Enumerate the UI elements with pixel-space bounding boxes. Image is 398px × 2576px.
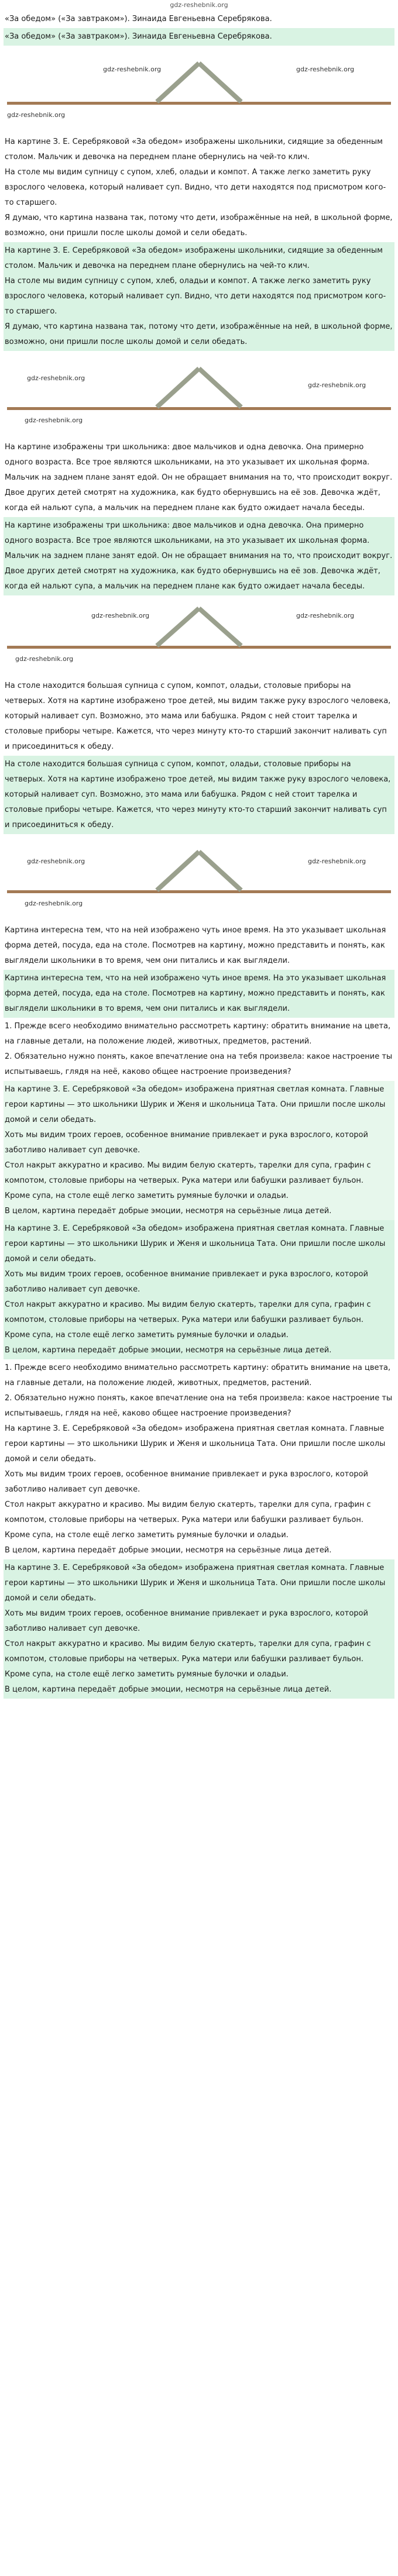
essay-a4: Кроме супа, на столе ещё легко заметить румяные булочки и оладьи. (5, 1331, 289, 1339)
essay-a3: Стол накрыт аккуратно и красиво. Мы видим белую скатерть, тарелки для супа, графин с компотом, столовые приборы на четверых. Рука матери или бабушки разливает бульон. (5, 1640, 371, 1664)
intro-line-highlighted (4, 28, 394, 46)
pole-right-icon (199, 608, 241, 646)
illustration-2 (4, 351, 394, 439)
watermark: gdz-reshebnik.org (91, 612, 150, 619)
essay-a1: На картине З. Е. Серебряковой «За обедом» изображена приятная светлая комната. Главные герои картины — это школьники Шурик и Женя и школьница Тата. Они пришли после школы домой и сели обедать. (5, 1085, 386, 1124)
answer-v2 (4, 439, 394, 517)
watermark: gdz-reshebnik.org (25, 900, 83, 907)
pole-left-icon (157, 852, 199, 890)
pole-left-icon (157, 369, 199, 407)
essay-a3: Стол накрыт аккуратно и красиво. Мы видим белую скатерть, тарелки для супа, графин с компотом, столовые приборы на четверых. Рука матери или бабушки разливает бульон. (5, 1161, 371, 1185)
pole-left-icon (157, 608, 199, 646)
answer-v1-p2b: На столе мы видим супницу с супом, хлеб, оладьи и компот. А также легко заметить руку взрослого человека, который наливает суп. Видно, что дети находятся под присмотром кого-то старшего. (5, 277, 386, 316)
essay-a5: В целом, картина передаёт добрые эмоции, несмотря на серьёзные лица детей. (5, 1207, 332, 1215)
instruction-1: 1. Прежде всего необходимо внимательно рассмотреть картину: обратить внимание на цвета, на главные детали, на положение людей, животных, предметов, растений. (5, 1022, 391, 1046)
table-edge-icon (7, 102, 391, 105)
answer-v1-p3b: Я думаю, что картина названа так, потому что дети, изображённые на ней, в школьной форме, возможно, они пришли после школы домой и сели обедать. (5, 322, 393, 346)
answer-v3-p1: На столе находится большая супница с супом, компот, оладьи, столовые приборы на четверых. Хотя на картине изображено трое детей, мы видим также руку взрослого человека, который наливает суп. Возможно, это мама или бабушка. Рядом с ней стоит тарелка и столовые приборы четыре. Кажется, что через минуту кто-то старший закончит наливать суп и присоединиться к обеду. (5, 681, 391, 751)
watermark: gdz-reshebnik.org (103, 66, 162, 73)
watermark: gdz-reshebnik.org (15, 655, 74, 663)
intro-line (4, 11, 394, 28)
illustration-1 (4, 46, 394, 133)
essay-copy-1 (4, 1081, 394, 1220)
essay-a2: Хоть мы видим троих героев, особенное внимание привлекает и рука взрослого, которой заботливо наливает суп девочке. (5, 1609, 368, 1633)
table-edge-icon (7, 407, 391, 410)
essay-a3: Стол накрыт аккуратно и красиво. Мы видим белую скатерть, тарелки для супа, графин с компотом, столовые приборы на четверых. Рука матери или бабушки разливает бульон. (5, 1500, 371, 1524)
answer-v4 (4, 922, 394, 970)
watermark: gdz-reshebnik.org (25, 416, 83, 424)
answer-v3-p1b: На столе находится большая супница с супом, компот, оладьи, столовые приборы на четверых. Хотя на картине изображено трое детей, мы видим также руку взрослого человека, который наливает суп. Возможно, это мама или бабушка. Рядом с ней стоит тарелка и столовые приборы четыре. Кажется, что через минуту кто-то старший закончит наливать суп и присоединиться к обеду. (5, 760, 391, 829)
essay-a1: На картине З. Е. Серебряковой «За обедом» изображена приятная светлая комната. Главные герои картины — это школьники Шурик и Женя и школьница Тата. Они пришли после школы домой и сели обедать. (5, 1224, 386, 1263)
answer-v3-highlighted (4, 756, 394, 834)
illustration-2-drawing (4, 351, 394, 439)
answer-v1-p1: На картине З. Е. Серебряковой «За обедом» изображены школьники, сидящие за обеденным столом. Мальчик и девочка на переднем плане обернулись на чей-то клич. (5, 137, 383, 161)
pole-right-icon (199, 63, 241, 102)
answer-v4-p1: Картина интересна тем, что на ней изображено чуть иное время. На это указывает школьная форма детей, посуда, еда на столе. Посмотрев на картину, можно представить и понять, как выглядели школьники в то время, чем они питались и как выглядели. (5, 926, 386, 965)
essay-a5: В целом, картина передаёт добрые эмоции, несмотря на серьёзные лица детей. (5, 1346, 332, 1355)
essay-a4: Кроме супа, на столе ещё легко заметить румяные булочки и оладьи. (5, 1670, 289, 1679)
instruction-2: 2. Обязательно нужно понять, какое впечатление она на тебя произвела: какое настроение ты испытываешь, глядя на неё, каково общее настроение произведения? (5, 1052, 393, 1076)
answer-v1-p1b: На картине З. Е. Серебряковой «За обедом» изображены школьники, сидящие за обеденным столом. Мальчик и девочка на переднем плане обернулись на чей-то клич. (5, 246, 383, 270)
table-edge-icon (7, 646, 391, 649)
answer-v2-p1b: На картине изображены три школьника: двое мальчиков и одна девочка. Она примерно одного возраста. Все трое являются школьниками, на это указывает их школьная форма. Мальчик на заднем плане занят едой. Он не обращает внимания на то, что происходит вокруг. Двое других детей смотрят на художника, как будто обернувшись на её зов. Девочка ждёт, когда ей нальют супа, а мальчик на переднем плане как будто ожидает начала беседы. (5, 521, 393, 591)
intro-text: «За обедом» («За завтраком»). Зинаида Евгеньевна Серебрякова. (5, 15, 272, 23)
answer-v1-p3: Я думаю, что картина названа так, потому что дети, изображённые на ней, в школьной форме, возможно, они пришли после школы домой и сели обедать. (5, 213, 393, 237)
essay-a5: В целом, картина передаёт добрые эмоции, несмотря на серьёзные лица детей. (5, 1685, 332, 1694)
essay-a2: Хоть мы видим троих героев, особенное внимание привлекает и рука взрослого, которой заботливо наливает суп девочке. (5, 1470, 368, 1494)
intro-text-highlighted: «За обедом» («За завтраком»). Зинаида Евгеньевна Серебрякова. (5, 32, 272, 41)
essay-a4: Кроме супа, на столе ещё легко заметить румяные булочки и оладьи. (5, 1531, 289, 1540)
watermark: gdz-reshebnik.org (7, 111, 66, 119)
essay-copy-3 (4, 1359, 394, 1559)
watermark: gdz-reshebnik.org (27, 857, 85, 865)
answer-v2-p1: На картине изображены три школьника: двое мальчиков и одна девочка. Она примерно одного возраста. Все трое являются школьниками, на это указывает их школьная форма. Мальчик на заднем плане занят едой. Он не обращает внимания на то, что происходит вокруг. Двое других детей смотрят на художника, как будто обернувшись на её зов. Девочка ждёт, когда ей нальют супа, а мальчик на переднем плане как будто ожидает начала беседы. (5, 443, 393, 512)
watermark: gdz-reshebnik.org (308, 381, 366, 389)
instruction-1: 1. Прежде всего необходимо внимательно рассмотреть картину: обратить внимание на цвета, на главные детали, на положение людей, животных, предметов, растений. (5, 1363, 391, 1387)
watermark: gdz-reshebnik.org (27, 374, 85, 382)
essay-a1: На картине З. Е. Серебряковой «За обедом» изображена приятная светлая комната. Главные герои картины — это школьники Шурик и Женя и школьница Тата. Они пришли после школы домой и сели обедать. (5, 1424, 386, 1463)
answer-v2-highlighted (4, 517, 394, 595)
essay-instructions (4, 1018, 394, 1081)
illustration-1-drawing (4, 46, 394, 133)
pole-right-icon (199, 369, 241, 407)
answer-v1 (4, 133, 394, 242)
answer-v3 (4, 677, 394, 756)
site-header[interactable]: gdz-reshebnik.org (170, 1, 228, 9)
essay-a5: В целом, картина передаёт добрые эмоции, несмотря на серьёзные лица детей. (5, 1546, 332, 1555)
answer-v4-highlighted (4, 970, 394, 1018)
watermark: gdz-reshebnik.org (308, 857, 366, 865)
essay-a3: Стол накрыт аккуратно и красиво. Мы видим белую скатерть, тарелки для супа, графин с компотом, столовые приборы на четверых. Рука матери или бабушки разливает бульон. (5, 1300, 371, 1324)
illustration-4-drawing (4, 834, 394, 922)
essay-copy-4 (4, 1559, 394, 1699)
watermark: gdz-reshebnik.org (296, 66, 355, 73)
solution-page (0, 11, 398, 1699)
answer-v1-highlighted (4, 242, 394, 351)
answer-v1-p2: На столе мы видим супницу с супом, хлеб, оладьи и компот. А также легко заметить руку взрослого человека, который наливает суп. Видно, что дети находятся под присмотром кого-то старшего. (5, 168, 386, 207)
pole-right-icon (199, 852, 241, 890)
instruction-2: 2. Обязательно нужно понять, какое впечатление она на тебя произвела: какое настроение ты испытываешь, глядя на неё, каково общее настроение произведения? (5, 1394, 393, 1418)
table-edge-icon (7, 890, 391, 893)
illustration-3 (4, 595, 394, 677)
watermark: gdz-reshebnik.org (296, 612, 355, 619)
essay-a1: На картине З. Е. Серебряковой «За обедом» изображена приятная светлая комната. Главные герои картины — это школьники Шурик и Женя и школьница Тата. Они пришли после школы домой и сели обедать. (5, 1563, 386, 1603)
illustration-3-drawing (4, 595, 394, 677)
essay-a2: Хоть мы видим троих героев, особенное внимание привлекает и рука взрослого, которой заботливо наливает суп девочке. (5, 1131, 368, 1155)
pole-left-icon (157, 63, 199, 102)
essay-copy-2 (4, 1220, 394, 1359)
answer-v4-p1b: Картина интересна тем, что на ней изображено чуть иное время. На это указывает школьная форма детей, посуда, еда на столе. Посмотрев на картину, можно представить и понять, как выглядели школьники в то время, чем они питались и как выглядели. (5, 974, 386, 1013)
illustration-4 (4, 834, 394, 922)
essay-a4: Кроме супа, на столе ещё легко заметить румяные булочки и оладьи. (5, 1191, 289, 1200)
essay-a2: Хоть мы видим троих героев, особенное внимание привлекает и рука взрослого, которой заботливо наливает суп девочке. (5, 1270, 368, 1294)
